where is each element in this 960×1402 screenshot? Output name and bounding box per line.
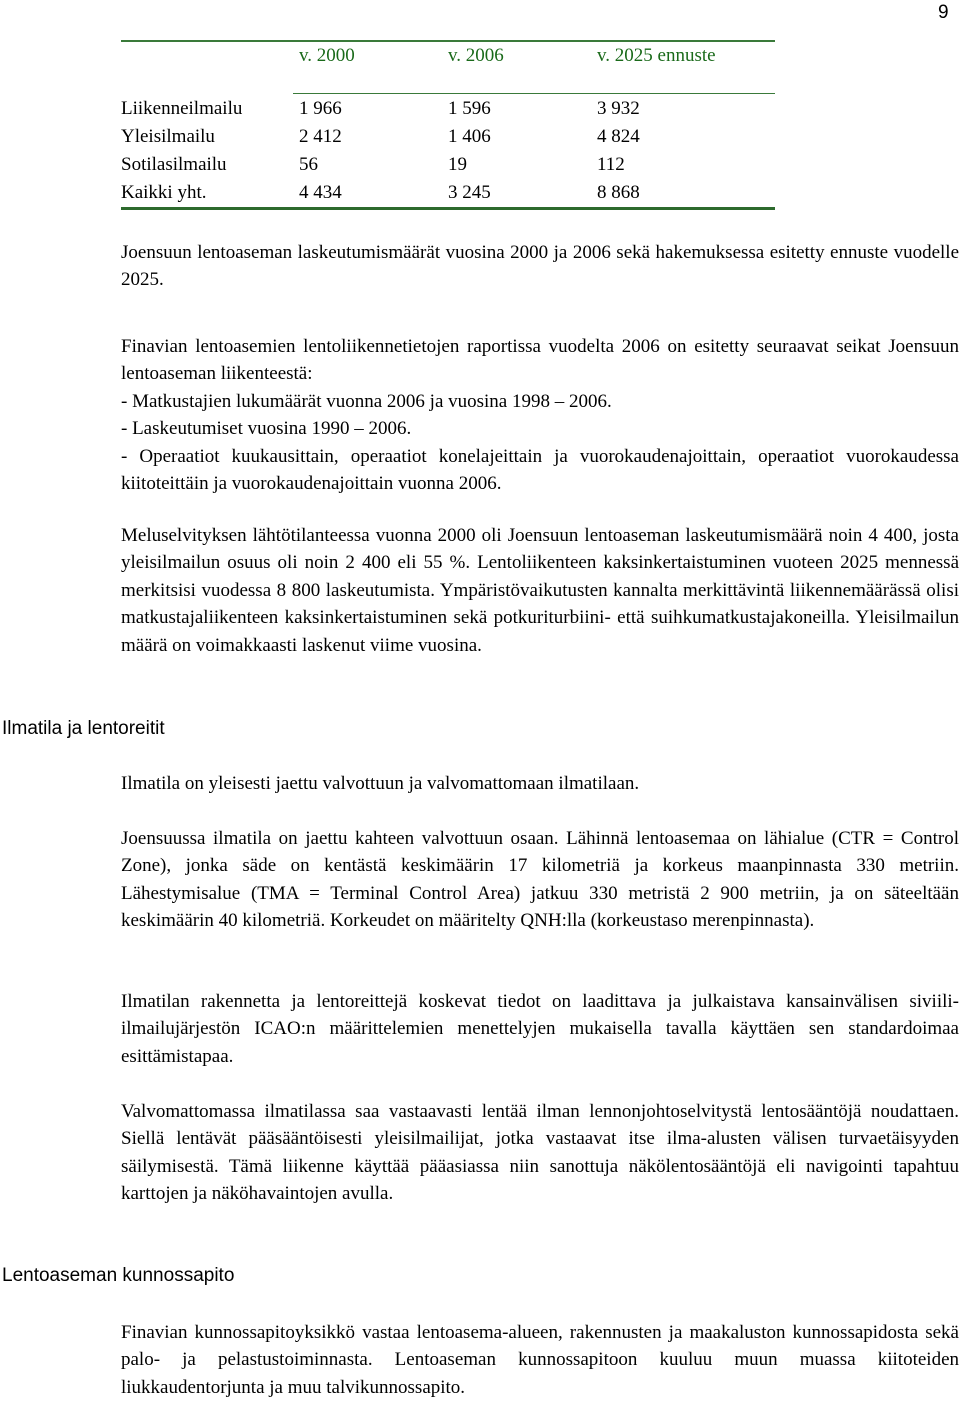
table-caption (121, 239, 959, 294)
maintenance-text: Finavian kunnossapitoyksikkö vastaa lentoasema-alueen, rakennusten ja maakaluston kunnossapidosta sekä palo- ja pelastustoiminnasta. Lentoaseman kunnossapitoon kuuluu muun muassa kiitoteiden liukkaudentorjunta ja muu talvikunnossapito. (121, 1322, 959, 1398)
table-top-rule (121, 40, 775, 42)
row-label: Sotilasilmailu (121, 154, 227, 175)
airspace-paragraph (121, 770, 959, 797)
cell-2000: 4 434 (299, 182, 342, 203)
airspace-paragraph (121, 1098, 959, 1208)
cell-2006: 1 406 (448, 126, 491, 147)
cell-2025: 3 932 (597, 98, 640, 119)
cell-2006: 3 245 (448, 182, 491, 203)
airspace-paragraph (121, 988, 959, 1070)
section-heading-airspace: Ilmatila ja lentoreitit (2, 718, 165, 739)
caption-text: Joensuun lentoaseman laskeutumismäärät vuosina 2000 ja 2006 sekä hakemuksessa esitetty ennuste vuodelle 2025. (121, 242, 959, 291)
header-2000: v. 2000 (299, 45, 355, 66)
finavia-report-block (121, 333, 959, 497)
cell-2006: 1 596 (448, 98, 491, 119)
airspace-text: Joensuussa ilmatila on jaettu kahteen valvottuun osaan. Lähinnä lentoasemaa on lähialue (CTR = Control Zone), jonka säde on kentästä keskimäärin 17 kilometriä ja korkeus maanpinnasta 330 metriin. Lähestymisalue (TMA = Terminal Control Area) jatkuu 330 metristä 2 900 metriin, ja on säteeltään keskimäärin 40 kilometriä. Korkeudet on määritelty QNH:lla (korkeustaso merenpinnasta). (121, 828, 959, 932)
cell-2025: 8 868 (597, 182, 640, 203)
cell-2000: 1 966 (299, 98, 342, 119)
header-2025: v. 2025 ennuste (597, 45, 716, 66)
airspace-text: Valvomattomassa ilmatilassa saa vastaavasti lentää ilman lennonjohtoselvitystä lentosääntöjä noudattaen. Siellä lentävät pääsääntöisesti yleisilmailijat, jotka vastaavat itse ilma-alusten välisen turvaetäisyyden säilymisestä. Tämä liikenne käyttää pääasiassa niin sanottuja näkölentosääntöjä eli navigointi tapahtuu karttojen ja näköhavaintojen avulla. (121, 1101, 959, 1205)
table-bottom-rule (121, 207, 775, 210)
row-label: Liikenneilmailu (121, 98, 243, 119)
finavia-intro: Finavian lentoasemien lentoliikennetietojen raportissa vuodelta 2006 on esitetty seuraavat seikat Joensuun lentoaseman liikenteestä: (121, 336, 959, 385)
noise-study-text: Meluselvityksen lähtötilanteessa vuonna 2000 oli Joensuun lentoaseman laskeutumismäärä noin 4 400, josta yleisilmailun osuus oli noin 2 400 eli 55 %. Lentoliikenteen kaksinkertaistuminen vuoteen 2025 mennessä merkitsisi vuodessa 8 800 laskeutumista. Ympäristövaikutusten kannalta merkittävintä liikennemäärässä olisi matkustajaliikenteen kaksinkertaistuminen sekä potkuriturbiini- että suihkumatkustajakoneilla. Yleisilmailun määrä on voimakkaasti laskenut viime vuosina. (121, 525, 959, 656)
cell-2025: 112 (597, 154, 625, 175)
finavia-item: - Laskeutumiset vuosina 1990 – 2006. (121, 418, 412, 440)
table-header-rule (293, 93, 775, 94)
cell-2006: 19 (448, 154, 467, 175)
airspace-paragraph (121, 825, 959, 935)
row-label: Kaikki yht. (121, 182, 207, 203)
airspace-text: Ilmatila on yleisesti jaettu valvottuun ja valvomattomaan ilmatilaan. (121, 773, 640, 794)
row-label: Yleisilmailu (121, 126, 215, 147)
cell-2000: 2 412 (299, 126, 342, 147)
page-number: 9 (938, 2, 949, 23)
noise-study-paragraph (121, 522, 959, 659)
maintenance-paragraph (121, 1319, 959, 1401)
airspace-text: Ilmatilan rakennetta ja lentoreittejä koskevat tiedot on laadittava ja julkaistava kansainvälisen siviili-ilmailujärjestön ICAO:n määrittelemien menettelyjen mukaisella tavalla käyttäen sen standardoimaa esittämistapaa. (121, 991, 959, 1067)
finavia-item: - Operaatiot kuukausittain, operaatiot konelajeittain ja vuorokaudenajoittain, operaatiot vuorokaudessa kiitoteittäin ja vuorokaudenajoittain vuonna 2006. (121, 445, 959, 495)
cell-2000: 56 (299, 154, 318, 175)
cell-2025: 4 824 (597, 126, 640, 147)
section-heading-maintenance: Lentoaseman kunnossapito (2, 1265, 235, 1286)
finavia-item: - Matkustajien lukumäärät vuonna 2006 ja vuosina 1998 – 2006. (121, 390, 612, 412)
header-2006: v. 2006 (448, 45, 504, 66)
